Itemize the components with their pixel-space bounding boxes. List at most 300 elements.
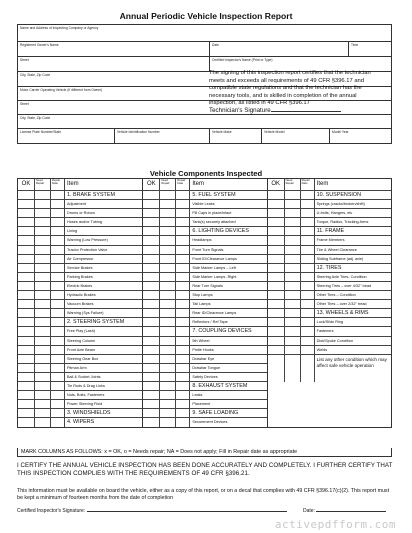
- need-repair-checkbox[interactable]: [160, 209, 176, 217]
- vehicle-make-field[interactable]: Vehicle Make: [209, 129, 261, 143]
- ok-checkbox[interactable]: [18, 418, 35, 427]
- need-repair-checkbox[interactable]: [160, 227, 176, 235]
- item-label: Other Tires – Condition: [316, 293, 356, 298]
- need-repair-checkbox[interactable]: [35, 264, 51, 272]
- repair-date-field[interactable]: [176, 282, 190, 290]
- repair-date-field[interactable]: [51, 246, 65, 254]
- ok-checkbox[interactable]: [18, 236, 35, 244]
- repair-date-field[interactable]: [176, 246, 190, 254]
- ok-checkbox[interactable]: [268, 191, 285, 199]
- ok-checkbox[interactable]: [18, 255, 35, 263]
- need-repair-checkbox[interactable]: [35, 255, 51, 263]
- section-title: 12. TIRES: [316, 264, 342, 271]
- street-field-2[interactable]: Street: [20, 102, 29, 106]
- street-field-1[interactable]: Street: [20, 58, 29, 62]
- repair-date-field[interactable]: [51, 200, 65, 208]
- item-row: [18, 337, 142, 346]
- ok-checkbox[interactable]: [268, 255, 285, 263]
- section-row: [18, 418, 142, 427]
- ok-checkbox[interactable]: [18, 391, 35, 399]
- ok-checkbox[interactable]: [268, 300, 285, 308]
- repair-date-field[interactable]: [51, 218, 65, 226]
- ok-checkbox[interactable]: [18, 209, 35, 217]
- item-row: [143, 255, 266, 264]
- item-row: [268, 255, 391, 264]
- certification-statement: The signing of this inspection report certifies that the technician meets and exceeds all requirements of 49 CFR §396.17 and compatible state regulations and that the technician has the necessary tools, and is skilled in completion of the annual inspection, as listed in 49 CFR §396.17: [209, 70, 371, 107]
- city-state-zip-field-2[interactable]: City, State, Zip Code: [20, 116, 51, 120]
- item-row: [143, 264, 266, 273]
- need-repair-checkbox[interactable]: [285, 337, 301, 345]
- need-repair-checkbox[interactable]: [35, 409, 51, 417]
- repair-date-field[interactable]: [176, 300, 190, 308]
- repair-date-field[interactable]: [301, 236, 315, 244]
- need-repair-checkbox[interactable]: [160, 327, 176, 335]
- need-repair-checkbox[interactable]: [285, 227, 301, 235]
- ok-checkbox[interactable]: [18, 409, 35, 417]
- repair-date-field[interactable]: [51, 318, 65, 326]
- ok-checkbox[interactable]: [268, 337, 285, 345]
- repair-date-field[interactable]: [51, 400, 65, 408]
- need-repair-checkbox[interactable]: [160, 246, 176, 254]
- ok-checkbox[interactable]: [143, 200, 160, 208]
- need-repair-checkbox[interactable]: [285, 255, 301, 263]
- name-address-field[interactable]: Name and Address of Inspecting Company or Agency: [20, 26, 99, 30]
- repair-date-field[interactable]: [51, 227, 65, 235]
- license-plate-field[interactable]: License Plate Number/State: [20, 130, 62, 134]
- section-row: [18, 409, 142, 418]
- ok-checkbox[interactable]: [143, 273, 160, 281]
- repair-date-field[interactable]: [176, 191, 190, 199]
- technician-signature-line[interactable]: [271, 111, 341, 112]
- repair-date-field[interactable]: [51, 209, 65, 217]
- repair-date-field[interactable]: [301, 282, 315, 290]
- item-row: [18, 346, 142, 355]
- repair-date-field[interactable]: [176, 355, 190, 363]
- ok-checkbox[interactable]: [18, 218, 35, 226]
- repair-date-field[interactable]: [176, 255, 190, 263]
- section-title: 3. WINDSHIELDS: [67, 410, 111, 417]
- repair-date-field[interactable]: [51, 373, 65, 381]
- ok-checkbox[interactable]: [143, 409, 160, 417]
- repair-date-field[interactable]: [176, 264, 190, 272]
- ok-header: OK: [268, 179, 285, 190]
- item-label: List any other condition which may affect safe vehicle operation: [316, 356, 387, 368]
- need-repair-checkbox[interactable]: [160, 337, 176, 345]
- item-label: Torque, Radius, Tracking Arms: [316, 220, 369, 225]
- item-label: Visible Leaks: [192, 202, 215, 207]
- item-row: [143, 418, 266, 427]
- need-repair-checkbox[interactable]: [285, 191, 301, 199]
- item-label: Front Turn Signals: [192, 247, 224, 252]
- ok-checkbox[interactable]: [268, 200, 285, 208]
- repair-date-field[interactable]: [176, 327, 190, 335]
- item-row: [268, 337, 391, 346]
- item-label: Side Marker Lamps – Left: [192, 265, 236, 270]
- need-repair-checkbox[interactable]: [35, 318, 51, 326]
- ok-checkbox[interactable]: [143, 191, 160, 199]
- item-label: Tractor Protection Valve: [67, 247, 108, 252]
- need-repair-checkbox[interactable]: [285, 318, 301, 326]
- repair-date-field[interactable]: [301, 191, 315, 199]
- need-repair-checkbox[interactable]: [285, 355, 301, 382]
- need-repair-checkbox[interactable]: [160, 255, 176, 263]
- need-repair-checkbox[interactable]: [160, 273, 176, 281]
- item-label: Parking Brakes: [67, 274, 93, 279]
- vehicle-model-field[interactable]: Vehicle Model: [261, 129, 329, 143]
- item-row: [143, 318, 266, 327]
- need-repair-checkbox[interactable]: [35, 364, 51, 372]
- item-label: Rear Turn Signals: [192, 283, 223, 288]
- ok-checkbox[interactable]: [18, 400, 35, 408]
- item-label: Front Axle Beam: [67, 347, 96, 352]
- need-repair-checkbox[interactable]: [35, 291, 51, 299]
- ok-checkbox[interactable]: [268, 264, 285, 272]
- need-repair-checkbox[interactable]: [285, 246, 301, 254]
- repair-date-field[interactable]: [176, 218, 190, 226]
- item-label: Tail Lamps: [192, 302, 211, 307]
- item-row: [143, 282, 266, 291]
- item-row: [143, 391, 266, 400]
- ok-checkbox[interactable]: [18, 291, 35, 299]
- repair-date-field[interactable]: [301, 346, 315, 354]
- ok-checkbox[interactable]: [268, 346, 285, 354]
- repair-date-header: Repair Date: [176, 179, 190, 190]
- repair-date-field[interactable]: [176, 318, 190, 326]
- item-label: Tank(s) securely attached: [192, 220, 236, 225]
- repair-date-field[interactable]: [51, 282, 65, 290]
- need-repair-checkbox[interactable]: [35, 355, 51, 363]
- need-repair-checkbox[interactable]: [35, 236, 51, 244]
- repair-date-field[interactable]: [301, 355, 315, 382]
- need-repair-checkbox[interactable]: [160, 191, 176, 199]
- need-repair-checkbox[interactable]: [35, 282, 51, 290]
- repair-date-field[interactable]: [51, 327, 65, 335]
- need-repair-checkbox[interactable]: [35, 209, 51, 217]
- need-repair-checkbox[interactable]: [35, 337, 51, 345]
- need-repair-checkbox[interactable]: [35, 400, 51, 408]
- item-label: Air Compressor: [67, 256, 94, 261]
- ok-checkbox[interactable]: [268, 291, 285, 299]
- repair-date-field[interactable]: [176, 364, 190, 372]
- need-repair-checkbox[interactable]: [285, 200, 301, 208]
- ok-checkbox[interactable]: [143, 209, 160, 217]
- ok-checkbox[interactable]: [268, 327, 285, 335]
- ok-checkbox[interactable]: [143, 309, 160, 317]
- repair-date-field[interactable]: [51, 236, 65, 244]
- item-label: Fasteners: [316, 329, 334, 334]
- ok-checkbox[interactable]: [143, 246, 160, 254]
- need-repair-checkbox[interactable]: [160, 418, 176, 427]
- date-field[interactable]: Date: [209, 42, 348, 56]
- registered-owner-field[interactable]: Registered Owner's Name: [20, 43, 59, 47]
- repair-date-field[interactable]: [176, 418, 190, 427]
- repair-date-field[interactable]: [176, 309, 190, 317]
- repair-date-field[interactable]: [301, 273, 315, 281]
- ok-checkbox[interactable]: [143, 218, 160, 226]
- repair-date-field[interactable]: [176, 409, 190, 417]
- ok-checkbox[interactable]: [143, 355, 160, 363]
- need-repair-checkbox[interactable]: [285, 282, 301, 290]
- vin-field[interactable]: Vehicle Identification Number: [114, 129, 209, 143]
- ok-checkbox[interactable]: [143, 337, 160, 345]
- item-row: [18, 227, 142, 236]
- item-row: [268, 300, 391, 309]
- ok-checkbox[interactable]: [143, 291, 160, 299]
- need-repair-checkbox[interactable]: [35, 327, 51, 335]
- repair-date-field[interactable]: [51, 418, 65, 427]
- need-repair-checkbox[interactable]: [35, 382, 51, 390]
- ok-checkbox[interactable]: [143, 391, 160, 399]
- repair-date-field[interactable]: [176, 373, 190, 381]
- ok-checkbox[interactable]: [18, 346, 35, 354]
- item-label: Front ID/Clearance Lamps: [192, 256, 237, 261]
- repair-date-field[interactable]: [176, 209, 190, 217]
- availability-note: This information must be available on board the vehicle, either as a copy of this report, or on a decal that complies with 49 CFR §396.17(c)(2). This report must be kept a minimum of fourteen months from the date of completion: [17, 488, 390, 501]
- ok-checkbox[interactable]: [18, 364, 35, 372]
- header-row-7: [18, 115, 391, 129]
- item-row: [268, 291, 391, 300]
- need-repair-checkbox[interactable]: [160, 218, 176, 226]
- date-line[interactable]: [316, 511, 386, 512]
- repair-date-field[interactable]: [51, 255, 65, 263]
- repair-date-field[interactable]: [301, 246, 315, 254]
- ok-checkbox[interactable]: [143, 400, 160, 408]
- item-row: [143, 273, 266, 282]
- repair-date-header: Repair Date: [51, 179, 65, 190]
- repair-date-field[interactable]: [51, 337, 65, 345]
- repair-date-field[interactable]: [176, 400, 190, 408]
- need-repair-checkbox[interactable]: [160, 355, 176, 363]
- ok-checkbox[interactable]: [18, 191, 35, 199]
- need-repair-checkbox[interactable]: [160, 200, 176, 208]
- need-repair-checkbox[interactable]: [160, 318, 176, 326]
- need-repair-checkbox[interactable]: [285, 346, 301, 354]
- need-repair-checkbox[interactable]: [35, 273, 51, 281]
- ok-checkbox[interactable]: [268, 209, 285, 217]
- need-repair-header: Need Repair: [35, 179, 51, 190]
- item-label: Steering Axle Tires- Condition: [316, 274, 367, 279]
- repair-date-field[interactable]: [301, 291, 315, 299]
- ok-checkbox[interactable]: [18, 373, 35, 381]
- model-year-field[interactable]: Model Year: [329, 129, 391, 143]
- components-grid: [17, 178, 392, 428]
- need-repair-checkbox[interactable]: [160, 400, 176, 408]
- ok-checkbox[interactable]: [18, 382, 35, 390]
- repair-date-field[interactable]: [51, 300, 65, 308]
- repair-date-field[interactable]: [51, 264, 65, 272]
- item-row: [18, 218, 142, 227]
- components-title: Vehicle Components Inspected: [149, 169, 263, 178]
- section-title: 6. LIGHTING DEVICES: [192, 228, 249, 235]
- repair-date-field[interactable]: [301, 209, 315, 217]
- need-repair-checkbox[interactable]: [35, 373, 51, 381]
- need-repair-checkbox[interactable]: [285, 327, 301, 335]
- need-repair-checkbox[interactable]: [285, 273, 301, 281]
- repair-date-field[interactable]: [301, 327, 315, 335]
- technician-signature: [209, 107, 341, 114]
- need-repair-checkbox[interactable]: [285, 300, 301, 308]
- ok-checkbox[interactable]: [268, 355, 285, 382]
- need-repair-checkbox[interactable]: [160, 309, 176, 317]
- need-repair-checkbox[interactable]: [35, 191, 51, 199]
- ok-checkbox[interactable]: [18, 355, 35, 363]
- need-repair-checkbox[interactable]: [35, 246, 51, 254]
- section-title: 11. FRAME: [316, 228, 345, 235]
- need-repair-checkbox[interactable]: [285, 236, 301, 244]
- ok-checkbox[interactable]: [268, 273, 285, 281]
- repair-date-field[interactable]: [51, 409, 65, 417]
- item-label: Nuts, Bolts, Fasteners: [67, 393, 105, 398]
- repair-date-field[interactable]: [176, 236, 190, 244]
- header-row-2: [18, 42, 391, 57]
- ok-checkbox[interactable]: [268, 282, 285, 290]
- repair-date-field[interactable]: [176, 382, 190, 390]
- city-state-zip-field-1[interactable]: City, State, Zip Code: [20, 73, 51, 77]
- ok-checkbox[interactable]: [268, 318, 285, 326]
- repair-date-field[interactable]: [176, 391, 190, 399]
- repair-date-field[interactable]: [301, 227, 315, 235]
- ok-checkbox[interactable]: [18, 300, 35, 308]
- item-label: Ball & Socket Joints: [67, 374, 101, 379]
- repair-date-field[interactable]: [301, 255, 315, 263]
- need-repair-checkbox[interactable]: [160, 300, 176, 308]
- motor-carrier-field[interactable]: Motor Carrier Operating Vehicle (If different from Owner): [20, 88, 103, 92]
- repair-date-field[interactable]: [301, 309, 315, 317]
- ok-checkbox[interactable]: [268, 246, 285, 254]
- section-row: [268, 191, 391, 200]
- repair-date-field[interactable]: [51, 346, 65, 354]
- repair-date-field[interactable]: [301, 318, 315, 326]
- ok-checkbox[interactable]: [18, 282, 35, 290]
- item-header: Item: [67, 181, 79, 187]
- repair-date-field[interactable]: [301, 218, 315, 226]
- ok-checkbox[interactable]: [143, 255, 160, 263]
- repair-date-field[interactable]: [176, 227, 190, 235]
- section-title: 5. FUEL SYSTEM: [192, 192, 236, 198]
- ok-checkbox[interactable]: [18, 246, 35, 254]
- need-repair-checkbox[interactable]: [160, 236, 176, 244]
- ok-checkbox[interactable]: [143, 282, 160, 290]
- item-label: Reflectors / Ref Tape: [192, 320, 228, 325]
- ok-checkbox[interactable]: [143, 346, 160, 354]
- ok-checkbox[interactable]: [143, 227, 160, 235]
- repair-date-field[interactable]: [51, 382, 65, 390]
- repair-date-field[interactable]: [51, 273, 65, 281]
- need-repair-checkbox[interactable]: [285, 291, 301, 299]
- ok-checkbox[interactable]: [143, 382, 160, 390]
- item-row: [18, 355, 142, 364]
- need-repair-checkbox[interactable]: [285, 309, 301, 317]
- item-row: [143, 400, 266, 409]
- repair-date-field[interactable]: [51, 191, 65, 199]
- ok-checkbox[interactable]: [268, 227, 285, 235]
- need-repair-checkbox[interactable]: [285, 218, 301, 226]
- ok-checkbox[interactable]: [18, 337, 35, 345]
- need-repair-checkbox[interactable]: [35, 300, 51, 308]
- need-repair-checkbox[interactable]: [160, 282, 176, 290]
- need-repair-checkbox[interactable]: [35, 309, 51, 317]
- ok-checkbox[interactable]: [143, 264, 160, 272]
- ok-checkbox[interactable]: [18, 200, 35, 208]
- inspector-name-field[interactable]: Certified Inspector's Name (Print or Type): [209, 57, 391, 71]
- need-repair-checkbox[interactable]: [160, 364, 176, 372]
- ok-checkbox[interactable]: [18, 309, 35, 317]
- need-repair-checkbox[interactable]: [160, 382, 176, 390]
- section-row: [143, 382, 266, 391]
- ok-checkbox[interactable]: [143, 300, 160, 308]
- item-label: Stop Lamps: [192, 293, 213, 298]
- need-repair-checkbox[interactable]: [285, 209, 301, 217]
- repair-date-field[interactable]: [51, 355, 65, 363]
- repair-date-field[interactable]: [176, 200, 190, 208]
- ok-checkbox[interactable]: [143, 236, 160, 244]
- need-repair-checkbox[interactable]: [35, 391, 51, 399]
- need-repair-checkbox[interactable]: [35, 346, 51, 354]
- item-row: [268, 209, 391, 218]
- ok-checkbox[interactable]: [18, 318, 35, 326]
- ok-checkbox[interactable]: [143, 318, 160, 326]
- repair-date-field[interactable]: [51, 364, 65, 372]
- ok-checkbox[interactable]: [18, 264, 35, 272]
- item-label: U-bolts, Hangers, etc: [316, 211, 353, 216]
- certified-signature-line[interactable]: [87, 511, 287, 512]
- column-header-row: [268, 179, 391, 191]
- need-repair-checkbox[interactable]: [285, 264, 301, 272]
- ok-checkbox[interactable]: [143, 418, 160, 427]
- repair-date-field[interactable]: [301, 200, 315, 208]
- ok-checkbox[interactable]: [268, 309, 285, 317]
- repair-date-field[interactable]: [51, 291, 65, 299]
- repair-date-field[interactable]: [301, 337, 315, 345]
- repair-date-field[interactable]: [176, 291, 190, 299]
- item-label: Frame Members: [316, 238, 345, 243]
- ok-checkbox[interactable]: [268, 218, 285, 226]
- ok-checkbox[interactable]: [18, 327, 35, 335]
- repair-date-field[interactable]: [51, 309, 65, 317]
- need-repair-checkbox[interactable]: [160, 291, 176, 299]
- repair-date-field[interactable]: [301, 300, 315, 308]
- ok-checkbox[interactable]: [18, 273, 35, 281]
- ok-checkbox[interactable]: [143, 364, 160, 372]
- repair-date-field[interactable]: [176, 337, 190, 345]
- repair-date-field[interactable]: [176, 273, 190, 281]
- need-repair-checkbox[interactable]: [35, 200, 51, 208]
- need-repair-checkbox[interactable]: [160, 391, 176, 399]
- item-row: [268, 200, 391, 209]
- ok-checkbox[interactable]: [143, 373, 160, 381]
- ok-checkbox[interactable]: [143, 327, 160, 335]
- components-column: [142, 179, 266, 427]
- need-repair-checkbox[interactable]: [35, 218, 51, 226]
- marking-legend: MARK COLUMNS AS FOLLOWS: x = OK, o = Needs repair; NA = Does not apply; Fill in Repair date as appropriate: [17, 448, 392, 457]
- need-repair-checkbox[interactable]: [160, 409, 176, 417]
- repair-date-field[interactable]: [51, 391, 65, 399]
- item-label: Drums or Rotors: [67, 211, 95, 216]
- need-repair-checkbox[interactable]: [35, 418, 51, 427]
- need-repair-checkbox[interactable]: [160, 346, 176, 354]
- repair-date-field[interactable]: [301, 264, 315, 272]
- need-repair-checkbox[interactable]: [160, 264, 176, 272]
- need-repair-checkbox[interactable]: [160, 373, 176, 381]
- ok-checkbox[interactable]: [268, 236, 285, 244]
- item-row: [143, 236, 266, 245]
- need-repair-checkbox[interactable]: [35, 227, 51, 235]
- repair-date-field[interactable]: [176, 346, 190, 354]
- ok-checkbox[interactable]: [18, 227, 35, 235]
- item-row: [18, 364, 142, 373]
- date-label: Date:: [303, 508, 315, 514]
- time-field[interactable]: Time: [348, 42, 391, 56]
